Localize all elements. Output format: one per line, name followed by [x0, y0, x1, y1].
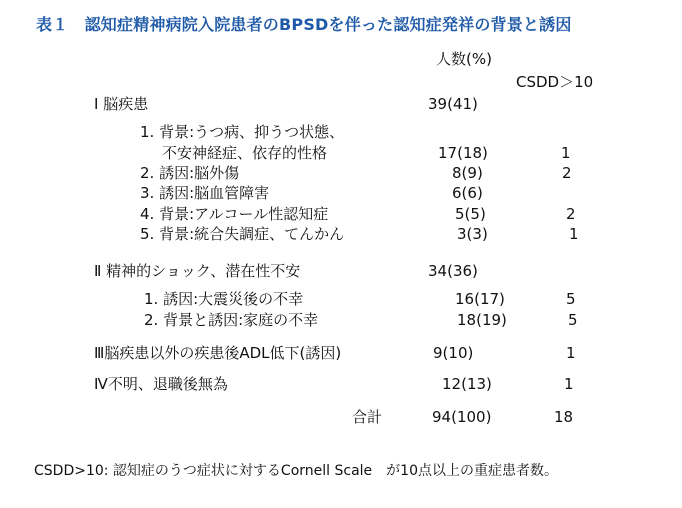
row-label: 4. 背景:アルコール性認知症 — [140, 205, 329, 223]
total-label: 合計 — [352, 408, 383, 426]
section-label: Ⅰ 脳疾患 — [94, 95, 149, 113]
row-count: 6(6) — [452, 184, 483, 202]
row-count: 18(19) — [457, 311, 507, 329]
section-label: Ⅲ脳疾患以外の疾患後ADL低下(誘因) — [94, 344, 342, 362]
count-column-header: 人数(%) — [436, 50, 492, 68]
row-csdd: 2 — [566, 205, 576, 223]
row-label: 1. 背景:うつ病、抑うつ状態、 — [140, 123, 345, 141]
section-count: 12(13) — [442, 375, 492, 393]
row-label: 5. 背景:統合失調症、てんかん — [140, 225, 345, 243]
section-count: 9(10) — [433, 344, 474, 362]
row-label: 1. 誘因:大震災後の不幸 — [144, 290, 304, 308]
row-count: 16(17) — [455, 290, 505, 308]
row-csdd: 5 — [568, 311, 578, 329]
section-label: Ⅱ 精神的ショック、潜在性不安 — [94, 262, 301, 280]
row-label: 不安神経症、依存的性格 — [162, 144, 328, 162]
row-csdd: 2 — [562, 164, 572, 182]
row-label: 2. 背景と誘因:家庭の不幸 — [144, 311, 319, 329]
row-label: 3. 誘因:脳血管障害 — [140, 184, 270, 202]
row-label: 2. 誘因:脳外傷 — [140, 164, 240, 182]
row-csdd: 5 — [566, 290, 576, 308]
row-count: 17(18) — [438, 144, 488, 162]
row-count: 3(3) — [457, 225, 488, 243]
total-csdd: 18 — [554, 408, 574, 426]
section-count: 39(41) — [428, 95, 478, 113]
row-csdd: 1 — [561, 144, 571, 162]
row-count: 5(5) — [455, 205, 486, 223]
section-csdd: 1 — [564, 375, 574, 393]
row-count: 8(9) — [452, 164, 483, 182]
section-label: Ⅳ不明、退職後無為 — [94, 375, 228, 393]
footnote: CSDD>10: 認知症のうつ症状に対するCornell Scale が10点以上の重症患者数。 — [34, 463, 558, 479]
total-count: 94(100) — [432, 408, 492, 426]
row-csdd: 1 — [569, 225, 579, 243]
section-count: 34(36) — [428, 262, 478, 280]
section-csdd: 1 — [566, 344, 576, 362]
csdd-column-header: CSDD＞10 — [516, 73, 594, 91]
table-title: 表１ 認知症精神病院入院患者のBPSDを伴った認知症発祥の背景と誘因 — [36, 15, 572, 34]
